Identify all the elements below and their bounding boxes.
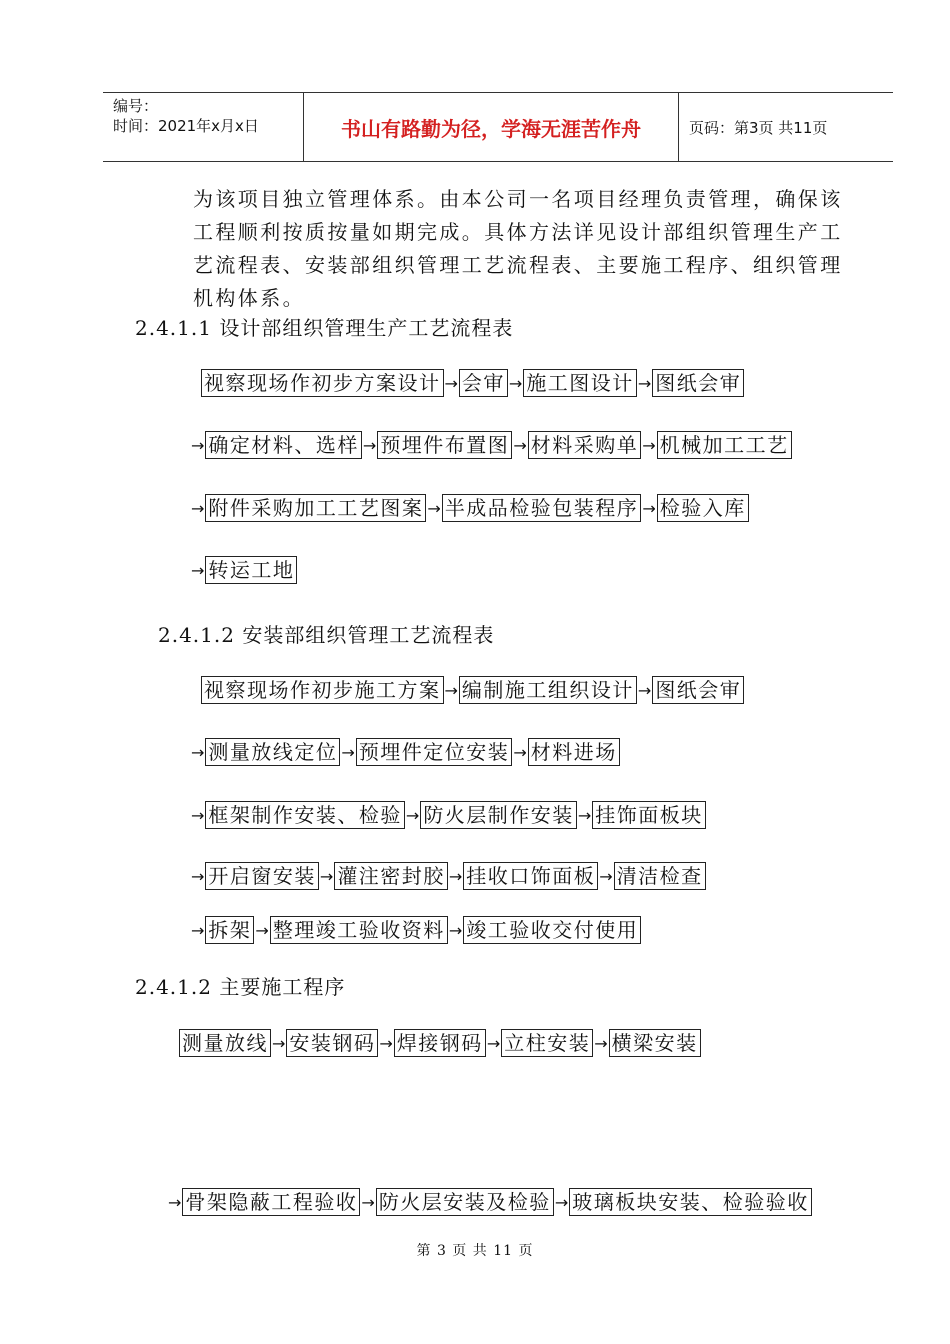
flow-arrow: → (191, 805, 205, 825)
flow-step-box: 防火层安装及检验 (376, 1188, 554, 1216)
number-label: 编号： (113, 97, 159, 115)
design-flow-row (190, 556, 297, 584)
flow-step-box: 竣工验收交付使用 (463, 916, 641, 944)
flow-arrow: → (637, 373, 652, 393)
flow-arrow: → (642, 498, 656, 518)
flow-step-box: 开启窗安装 (205, 862, 319, 890)
flow-arrow: → (341, 742, 355, 762)
flow-step-box: 检验入库 (657, 494, 749, 522)
flow-step-box: 会审 (459, 369, 508, 397)
flow-step-box: 挂饰面板块 (592, 801, 706, 829)
page-header (103, 92, 893, 162)
flow-step-box: 灌注密封胶 (334, 862, 448, 890)
flow-step-box: 图纸会审 (652, 369, 744, 397)
paragraph-line: 机构体系。 (193, 286, 305, 310)
flow-arrow: → (513, 435, 527, 455)
flow-arrow: → (168, 1192, 182, 1212)
flow-step-box: 测量放线 (179, 1029, 271, 1057)
flow-step-box: 防火层制作安装 (420, 801, 577, 829)
flow-step-box: 附件采购加工工艺图案 (205, 494, 426, 522)
install-flow-row (201, 676, 744, 704)
flow-arrow: → (637, 680, 652, 700)
header-page-info: 页码：第3页 共11页 (689, 118, 828, 137)
flow-step-box: 预埋件定位安装 (356, 738, 513, 766)
design-flow-row (201, 369, 744, 397)
install-flow-title: 2.4.1.2 安装部组织管理工艺流程表 (158, 623, 495, 647)
flow-step-box: 材料采购单 (528, 431, 642, 459)
flow-arrow: → (448, 920, 463, 940)
flow-step-box: 测量放线定位 (205, 738, 340, 766)
flow-arrow: → (191, 742, 205, 762)
flow-step-box: 确定材料、选样 (205, 431, 362, 459)
flow-arrow: → (577, 805, 592, 825)
flow-arrow: → (191, 435, 205, 455)
flow-arrow: → (191, 866, 205, 886)
flow-step-box: 骨架隐蔽工程验收 (182, 1188, 360, 1216)
main-flow-row (167, 1188, 812, 1216)
design-flow-title: 2.4.1.1 设计部组织管理生产工艺流程表 (135, 316, 514, 340)
flow-arrow: → (594, 1033, 608, 1053)
flow-step-box: 预埋件布置图 (377, 431, 512, 459)
flow-step-box: 视察现场作初步方案设计 (201, 369, 444, 397)
flow-step-box: 材料进场 (528, 738, 620, 766)
flow-step-box: 整理竣工验收资料 (270, 916, 448, 944)
header-motto: 书山有路勤为径，学海无涯苦作舟 (303, 93, 679, 161)
paragraph-line: 工程顺利按质按量如期完成。具体方法详见设计部组织管理生产工 (193, 220, 843, 244)
flow-arrow: → (191, 920, 205, 940)
flow-step-box: 拆架 (205, 916, 254, 944)
flow-arrow: → (255, 920, 269, 940)
flow-arrow: → (361, 1192, 375, 1212)
flow-arrow: → (448, 866, 463, 886)
flow-step-box: 图纸会审 (652, 676, 744, 704)
design-flow-row (190, 494, 749, 522)
flow-step-box: 编制施工组织设计 (459, 676, 637, 704)
install-flow-row (190, 916, 641, 944)
flow-arrow: → (554, 1192, 569, 1212)
flow-arrow: → (362, 435, 377, 455)
flow-step-box: 半成品检验包装程序 (442, 494, 642, 522)
flow-arrow: → (444, 373, 458, 393)
flow-step-box: 立柱安装 (501, 1029, 593, 1057)
flow-arrow: → (508, 373, 523, 393)
flow-step-box: 焊接钢码 (394, 1029, 486, 1057)
install-flow-row (190, 862, 706, 890)
header-meta (103, 93, 303, 161)
flow-arrow: → (427, 498, 441, 518)
design-flow-row (190, 431, 792, 459)
flow-arrow: → (405, 805, 420, 825)
flow-arrow: → (599, 866, 613, 886)
flow-step-box: 框架制作安装、检验 (205, 801, 405, 829)
flow-step-box: 清洁检查 (614, 862, 706, 890)
flow-arrow: → (191, 498, 205, 518)
flow-step-box: 转运工地 (205, 556, 297, 584)
flow-arrow: → (319, 866, 334, 886)
page-footer: 第 3 页 共 11 页 (416, 1243, 534, 1259)
flow-arrow: → (642, 435, 656, 455)
paragraph-line: 为该项目独立管理体系。由本公司一名项目经理负责管理，确保该 (193, 187, 843, 211)
time-label: 时间：2021年x月x日 (113, 117, 259, 135)
intro-paragraph (193, 183, 863, 315)
flow-step-box: 挂收口饰面板 (463, 862, 598, 890)
install-flow-row (190, 801, 706, 829)
flow-step-box: 视察现场作初步施工方案 (201, 676, 444, 704)
flow-arrow: → (486, 1033, 501, 1053)
paragraph-line: 艺流程表、安装部组织管理工艺流程表、主要施工程序、组织管理 (193, 253, 843, 277)
flow-arrow: → (272, 1033, 286, 1053)
flow-arrow: → (379, 1033, 393, 1053)
flow-step-box: 横梁安装 (609, 1029, 701, 1057)
install-flow-row (190, 738, 620, 766)
flow-step-box: 施工图设计 (523, 369, 637, 397)
flow-step-box: 玻璃板块安装、检验验收 (569, 1188, 812, 1216)
main-flow-row (179, 1029, 701, 1057)
flow-arrow: → (191, 560, 205, 580)
flow-arrow: → (513, 742, 527, 762)
main-flow-title: 2.4.1.2 主要施工程序 (135, 975, 346, 999)
flow-step-box: 安装钢码 (286, 1029, 378, 1057)
flow-step-box: 机械加工工艺 (657, 431, 792, 459)
flow-arrow: → (444, 680, 458, 700)
